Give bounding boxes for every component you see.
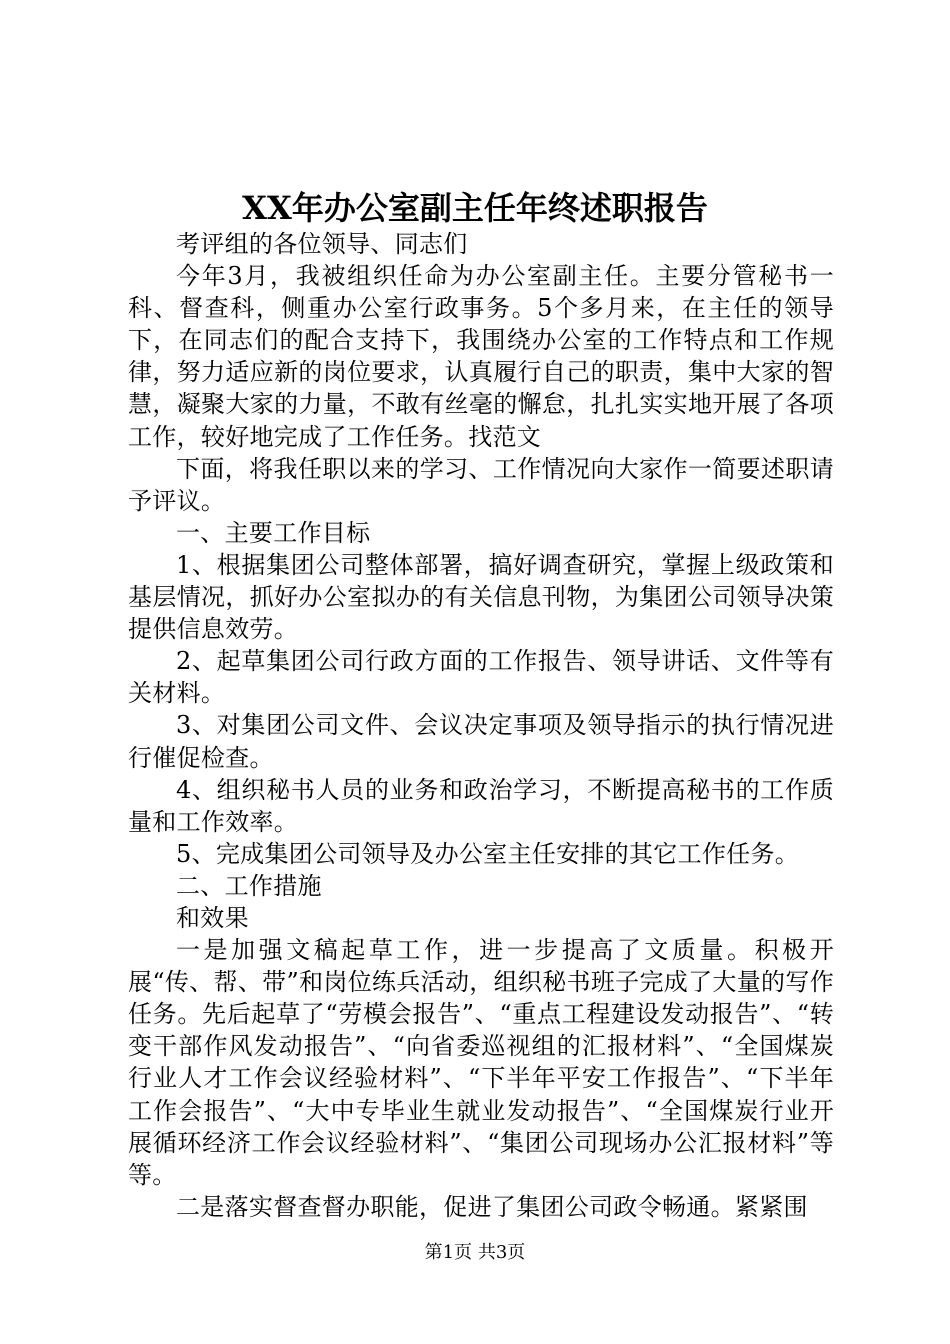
document-body xyxy=(128,228,834,1223)
intro-paragraph: 今年3月，我被组织任命为办公室副主任。主要分管秘书一科、督查科，侧重办公室行政事务。5个多月来，在主任的领导下，在同志们的配合支持下，我围绕办公室的工作特点和工作规律，努力适应新的岗位要求，认真履行自己的职责，集中大家的智慧，凝聚大家的力量，不敢有丝毫的懈怠，扎扎实实地开展了各项工作，较好地完成了工作任务。找范文 xyxy=(128,262,834,451)
page-footer: 第1页 共3页 xyxy=(424,1242,526,1263)
goal-item-5: 5、完成集团公司领导及办公室主任安排的其它工作任务。 xyxy=(176,839,800,868)
section-heading-goals: 一、主要工作目标 xyxy=(176,518,371,547)
measure-paragraph-2: 二是落实督查督办职能，促进了集团公司政令畅通。紧紧围 xyxy=(176,1192,808,1221)
goal-item-2: 2、起草集团公司行政方面的工作报告、领导讲话、文件等有关材料。 xyxy=(128,647,834,708)
goal-item-3: 3、对集团公司文件、会议决定事项及领导指示的执行情况进行催促检查。 xyxy=(128,711,834,772)
transition-paragraph: 下面，将我任职以来的学习、工作情况向大家作一简要述职请予评议。 xyxy=(128,454,834,515)
document-title: XX年办公室副主任年终述职报告 xyxy=(242,189,708,227)
section-heading-measures: 二、工作措施 xyxy=(176,871,322,900)
measure-paragraph-1: 一是加强文稿起草工作，进一步提高了文质量。积极开展“传、帮、带”和岗位练兵活动，组织秘书班子完成了大量的写作任务。先后起草了“劳模会报告”、“重点工程建设发动报告”、“转变干部作风发动报告”、“向省委巡视组的汇报材料”、“全国煤炭行业人才工作会议经验材料”、“下半年平安工作报告”、“下半年工作会报告”、“大中专毕业生就业发动报告”、“全国煤炭行业开展循环经济工作会议经验材料”、“集团公司现场办公汇报材料”等等。 xyxy=(128,936,834,1189)
section-heading-measures-cont: 和效果 xyxy=(176,903,249,932)
salutation: 考评组的各位领导、同志们 xyxy=(176,230,468,258)
goal-item-4: 4、组织秘书人员的业务和政治学习，不断提高秘书的工作质量和工作效率。 xyxy=(128,775,834,836)
goal-item-1: 1、根据集团公司整体部署，搞好调查研究，掌握上级政策和基层情况，抓好办公室拟办的有关信息刊物，为集团公司领导决策提供信息效劳。 xyxy=(128,550,834,644)
